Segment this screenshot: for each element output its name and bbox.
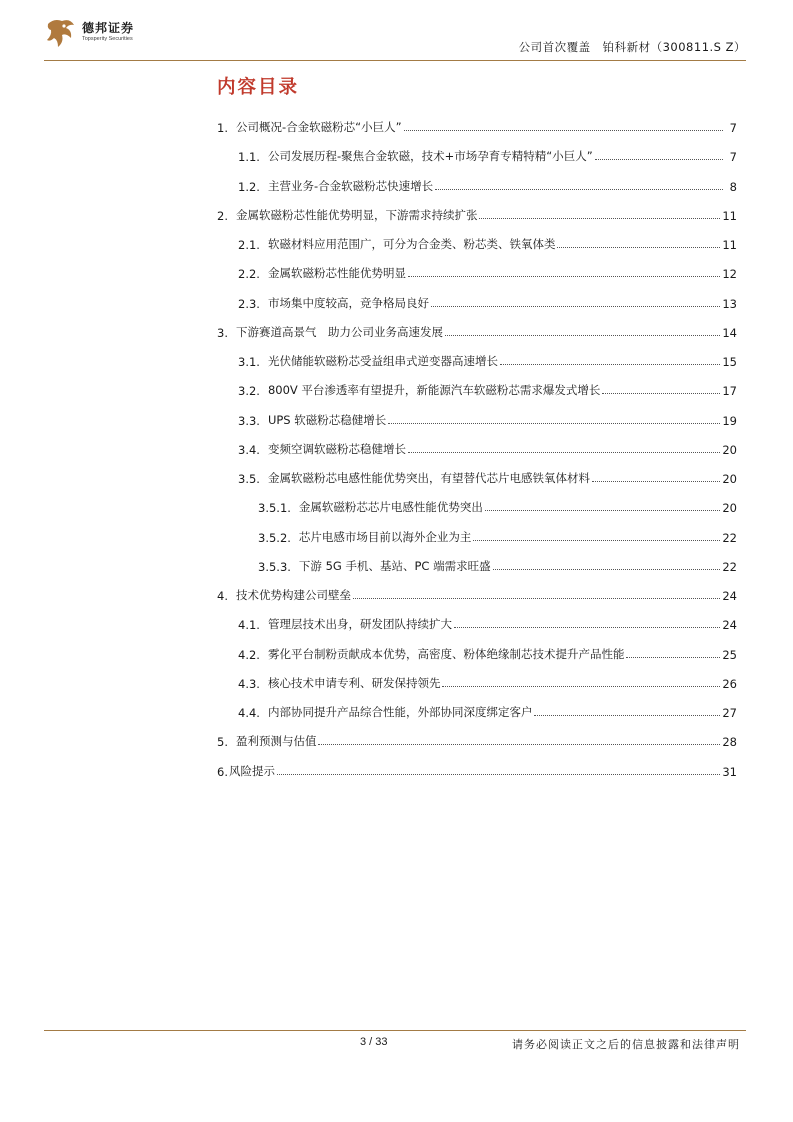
toc-entry-number: 3.5.3.: [258, 559, 291, 574]
toc-entry-page: 13: [722, 296, 737, 311]
toc-title: 内容目录: [217, 77, 300, 98]
toc-entry-number: 4.: [217, 589, 228, 603]
toc-entry[interactable]: [238, 614, 737, 632]
toc-entry[interactable]: [238, 380, 737, 398]
toc-leader-dots: [408, 452, 720, 453]
toc-leader-dots: [557, 247, 720, 248]
toc-entry-number: 3.4.: [238, 442, 260, 457]
toc-leader-dots: [404, 130, 723, 131]
brand-name-en: Topsperity Securities: [82, 36, 133, 42]
toc-entry-page: 15: [722, 355, 737, 369]
toc-entry[interactable]: [217, 585, 737, 603]
toc-leader-dots: [277, 774, 720, 775]
toc-entry-page: 26: [722, 676, 737, 691]
toc-leader-dots: [479, 218, 720, 219]
toc-entry-page: 17: [722, 384, 737, 399]
toc-entry-page: 24: [722, 589, 737, 603]
dragon-logo-icon: [44, 16, 78, 50]
toc-entry-page: 22: [722, 530, 737, 545]
toc-entry-number: 5.: [217, 735, 228, 750]
toc-entry-number: 3.1.: [238, 355, 260, 369]
toc-entry-number: 2.: [217, 208, 228, 223]
toc-entry[interactable]: [217, 731, 737, 749]
toc-entry-page: 20: [722, 472, 737, 486]
toc-leader-dots: [318, 744, 720, 745]
toc-entry-number: 1.2.: [238, 179, 260, 194]
toc-entry-number: 6.: [217, 764, 228, 779]
toc-entry[interactable]: [238, 702, 737, 720]
toc-entry[interactable]: [217, 117, 737, 135]
brand-logo: [44, 16, 164, 50]
page-indicator: 3 / 33: [360, 1036, 388, 1048]
toc-entry-label: 核心技术申请专利、研发保持领先: [267, 675, 441, 690]
legal-disclaimer: 请务必阅读正文之后的信息披露和法律声明: [512, 1038, 740, 1051]
toc-entry-label: 主营业务-合金软磁粉芯快速增长: [267, 178, 434, 193]
toc-leader-dots: [435, 189, 723, 190]
toc-entry-number: 3.5.: [238, 472, 260, 486]
toc-entry-label: UPS 软磁粉芯稳健增长: [267, 412, 387, 427]
toc-entry-label: 金属软磁粉芯电感性能优势突出，有望替代芯片电感铁氧体材料: [267, 471, 590, 485]
header-divider: [44, 60, 746, 61]
toc-entry-number: 1.: [217, 121, 228, 135]
toc-entry-page: 25: [722, 647, 737, 662]
toc-entry-page: 12: [722, 267, 737, 282]
toc-entry[interactable]: [238, 468, 737, 486]
toc-entry-page: 28: [722, 735, 737, 750]
toc-leader-dots: [454, 627, 720, 628]
toc-leader-dots: [602, 393, 720, 394]
toc-entry-page: 8: [729, 179, 737, 194]
toc-entry-label: 公司概况-合金软磁粉芯“小巨人”: [235, 120, 402, 134]
toc-entry[interactable]: [258, 556, 737, 574]
toc-entry[interactable]: [258, 497, 737, 515]
toc-entry-page: 7: [729, 150, 737, 165]
toc-entry-label: 软磁材料应用范围广，可分为合金类、粉芯类、铁氧体类: [267, 237, 556, 251]
toc-entry-number: 2.3.: [238, 296, 260, 311]
toc-entry-number: 1.1.: [238, 150, 260, 165]
toc-entry[interactable]: [258, 527, 737, 545]
report-header-info: 公司首次覆盖 铂科新材（300811.S Z）: [518, 40, 746, 54]
toc-entry[interactable]: [238, 263, 737, 281]
toc-entry-number: 3.: [217, 325, 228, 340]
toc-entry-page: 19: [722, 413, 737, 428]
toc-entry-page: 11: [722, 238, 737, 252]
footer-divider: [44, 1030, 746, 1031]
toc-entry-page: 31: [722, 764, 737, 779]
toc-entry-page: 11: [722, 208, 737, 223]
toc-entry[interactable]: [217, 205, 737, 223]
toc-entry[interactable]: [238, 234, 737, 252]
toc-entry-page: 20: [722, 501, 737, 516]
toc-entry-page: 27: [722, 706, 737, 720]
toc-entry[interactable]: [238, 146, 737, 164]
toc-leader-dots: [445, 335, 720, 336]
toc-entry-number: 4.2.: [238, 647, 260, 662]
toc-leader-dots: [388, 423, 720, 424]
toc-leader-dots: [485, 510, 720, 511]
toc-entry-label: 管理层技术出身，研发团队持续扩大: [267, 617, 452, 632]
toc-entry[interactable]: [238, 673, 737, 691]
toc-leader-dots: [626, 657, 720, 658]
toc-entry-label: 变频空调软磁粉芯稳健增长: [267, 441, 406, 456]
toc-entry[interactable]: [238, 644, 737, 662]
toc-leader-dots: [442, 686, 720, 687]
toc-entry-label: 800V 平台渗透率有望提升，新能源汽车软磁粉芯需求爆发式增长: [267, 383, 601, 398]
toc-entry-label: 雾化平台制粉贡献成本优势，高密度、粉体绝缘制芯技术提升产品性能: [267, 646, 625, 661]
toc-entry-page: 7: [729, 121, 737, 135]
toc-entry-label: 金属软磁粉芯性能优势明显，下游需求持续扩张: [235, 207, 478, 222]
toc-leader-dots: [592, 481, 720, 482]
toc-entry-number: 2.1.: [238, 238, 260, 252]
toc-entry[interactable]: [238, 293, 737, 311]
toc-leader-dots: [595, 159, 723, 160]
toc-entry[interactable]: [238, 410, 737, 428]
toc-entry-page: 22: [722, 559, 737, 574]
toc-leader-dots: [408, 276, 720, 277]
toc-entry-page: 14: [722, 325, 737, 340]
toc-entry[interactable]: [217, 761, 737, 779]
toc-entry-label: 下游 5G 手机、基站、PC 端需求旺盛: [298, 558, 491, 573]
toc-entry[interactable]: [238, 176, 737, 194]
toc-entry-page: 20: [722, 442, 737, 457]
toc-leader-dots: [500, 364, 720, 365]
toc-entry-label: 技术优势构建公司壁垒: [235, 588, 351, 602]
toc-entry-number: 3.5.1.: [258, 501, 291, 516]
toc-entry-number: 4.3.: [238, 676, 260, 691]
toc-leader-dots: [473, 540, 720, 541]
toc-leader-dots: [534, 715, 720, 716]
toc-leader-dots: [493, 569, 721, 570]
brand-name-cn: 德邦证券: [82, 21, 135, 35]
toc-entry-number: 4.1.: [238, 618, 260, 633]
toc-entry-label: 公司发展历程-聚焦合金软磁，技术+市场孕育专精特精“小巨人”: [267, 149, 593, 164]
toc-entry-label: 芯片电感市场目前以海外企业为主: [298, 529, 472, 544]
toc-entry[interactable]: [217, 322, 737, 340]
toc-entry-number: 3.2.: [238, 384, 260, 399]
toc-entry-number: 3.5.2.: [258, 530, 291, 545]
toc-entry-number: 4.4.: [238, 706, 260, 720]
toc-entry-number: 2.2.: [238, 267, 260, 282]
toc-entry-label: 盈利预测与估值: [235, 734, 317, 749]
toc-entry-label: 下游赛道高景气 助力公司业务高速发展: [235, 324, 443, 339]
toc-entry[interactable]: [238, 439, 737, 457]
toc-entry-page: 24: [722, 618, 737, 633]
toc-entry-label: 内部协同提升产品综合性能，外部协同深度绑定客户: [267, 705, 533, 719]
toc-entry-label: 金属软磁粉芯性能优势明显: [267, 266, 406, 281]
toc-leader-dots: [431, 306, 720, 307]
toc-entry-label: 市场集中度较高，竞争格局良好: [267, 295, 429, 310]
toc-entry-label: 光伏储能软磁粉芯受益组串式逆变器高速增长: [267, 354, 498, 368]
toc-entry-label: 金属软磁粉芯芯片电感性能优势突出: [298, 500, 483, 515]
toc-entry-number: 3.3.: [238, 413, 260, 428]
toc-entry-label: 风险提示: [228, 763, 275, 778]
toc-leader-dots: [353, 598, 720, 599]
toc-entry[interactable]: [238, 351, 737, 369]
